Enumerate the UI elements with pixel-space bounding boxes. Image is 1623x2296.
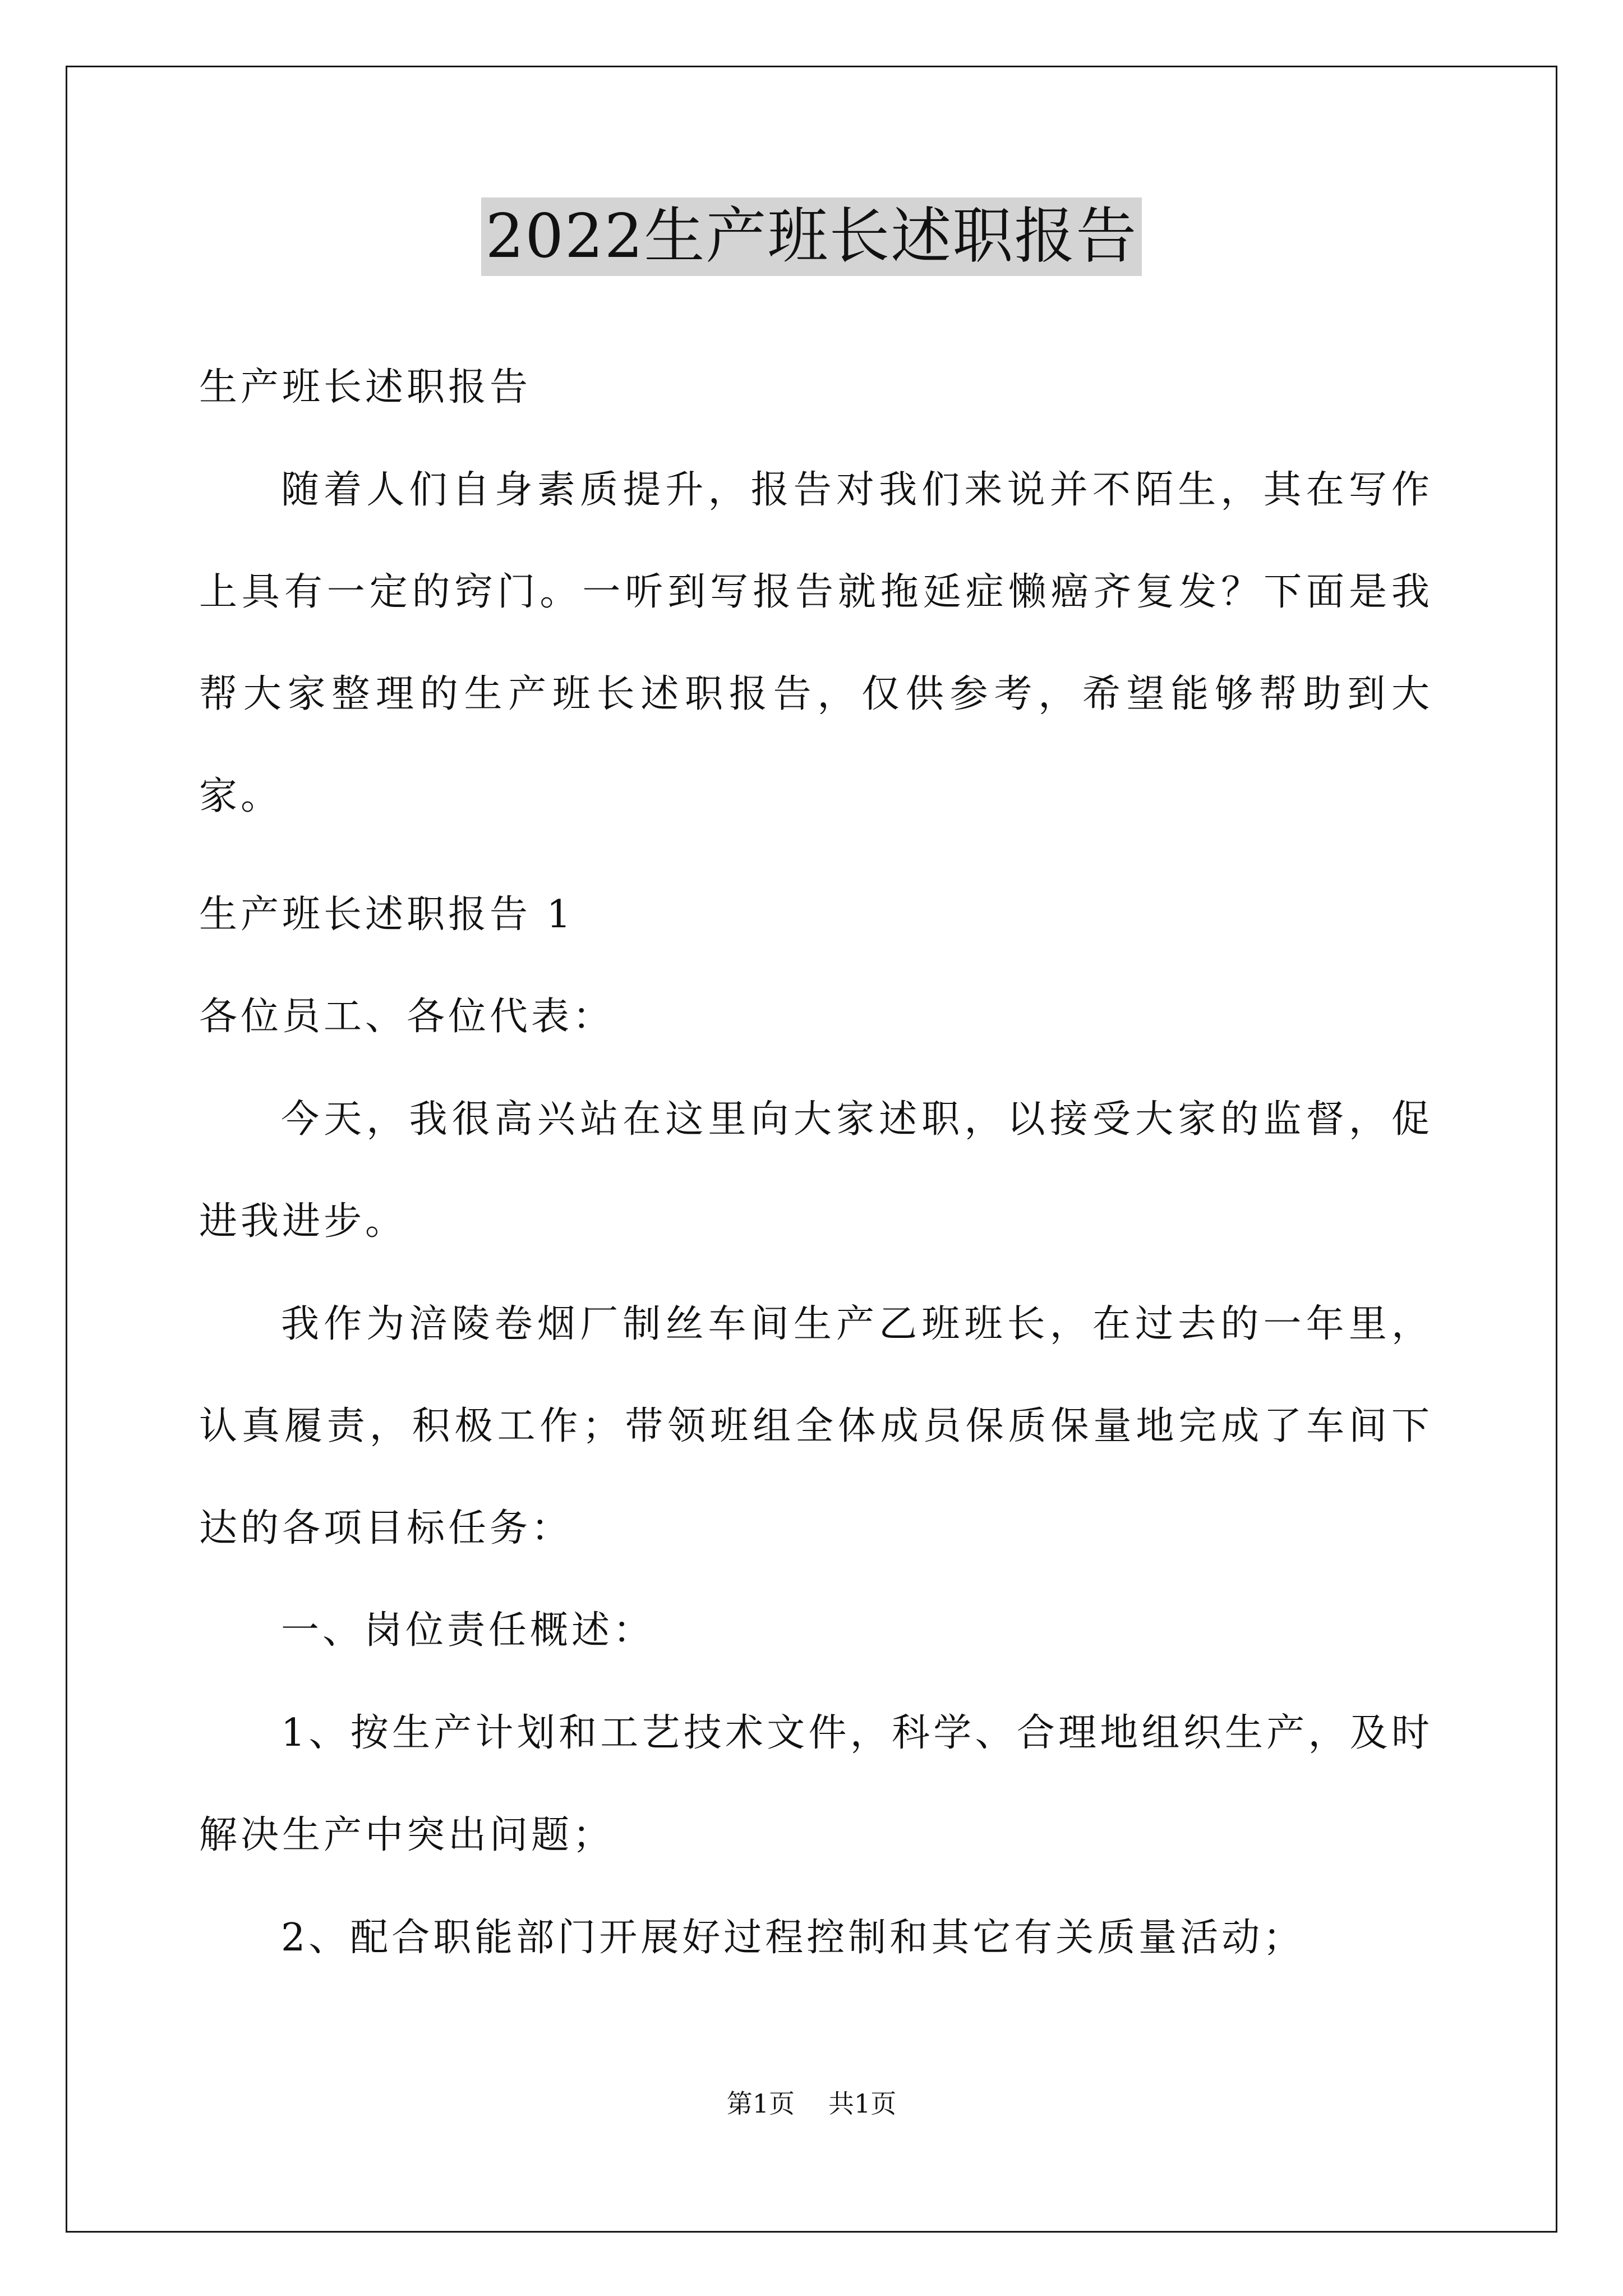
document-title: 2022生产班长述职报告 — [481, 197, 1142, 276]
page-number-total: 共1页 — [828, 2088, 897, 2119]
paragraph-2: 我作为涪陵卷烟厂制丝车间生产乙班班长，在过去的一年里，认真履责，积极工作；带领班组全体成员保质保量地完成了车间下达的各项目标任务： — [199, 1302, 1433, 1550]
paragraph-5: 2、配合职能部门开展好过程控制和其它有关质量活动； — [281, 1916, 1305, 1960]
page-number-current: 第1页 — [726, 2088, 795, 2119]
section-heading: 生产班长述职报告 1 — [199, 892, 574, 937]
title-container — [0, 197, 1623, 276]
paragraph-1: 今天，我很高兴站在这里向大家述职，以接受大家的监督，促进我进步。 — [199, 1097, 1433, 1244]
document-subtitle: 生产班长述职报告 — [199, 365, 532, 409]
page-footer — [0, 2087, 1623, 2120]
salutation: 各位员工、各位代表： — [199, 995, 615, 1039]
intro-paragraph: 随着人们自身素质提升，报告对我们来说并不陌生，其在写作上具有一定的窍门。一听到写报告就拖延症懒癌齐复发？下面是我帮大家整理的生产班长述职报告，仅供参考，希望能够帮助到大家。 — [199, 468, 1433, 818]
paragraph-4: 1、按生产计划和工艺技术文件，科学、合理地组织生产，及时解决生产中突出问题； — [199, 1711, 1433, 1857]
paragraph-3: 一、岗位责任概述： — [281, 1608, 655, 1653]
